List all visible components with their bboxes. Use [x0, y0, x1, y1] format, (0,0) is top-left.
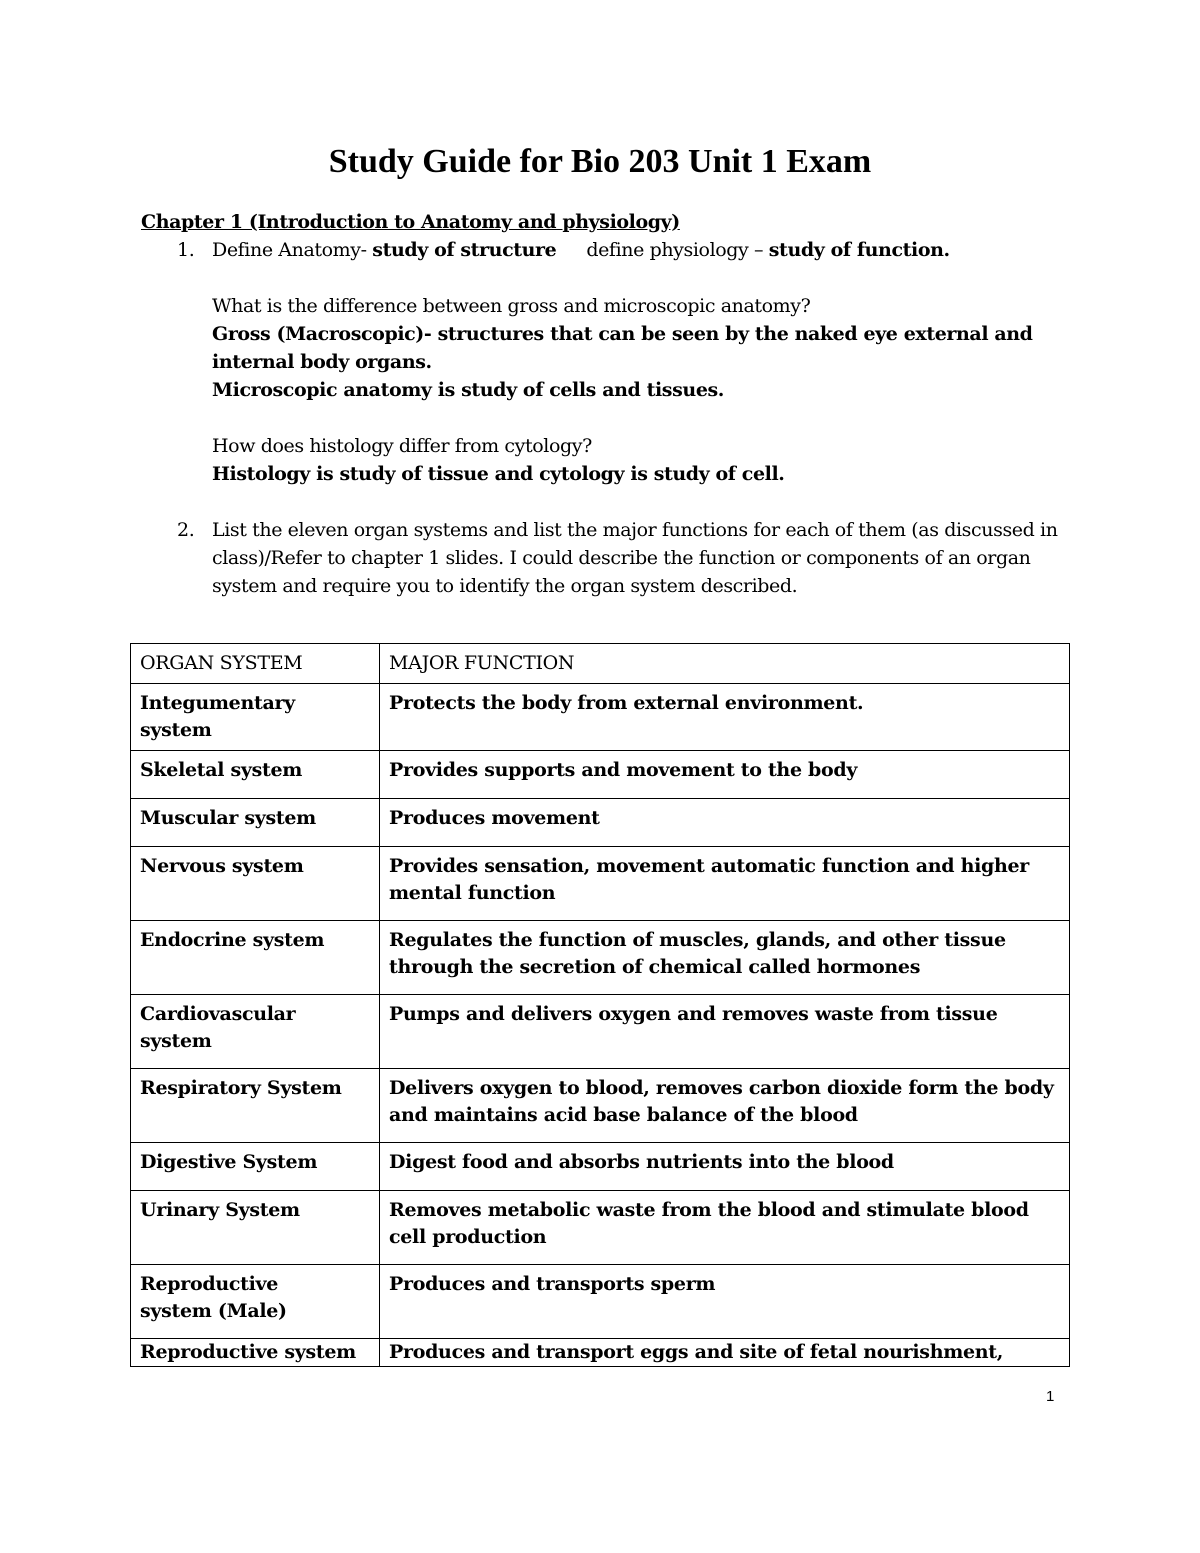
organ-system-cell: Muscular system — [131, 799, 380, 847]
table-row — [131, 751, 1070, 799]
major-function-cell: Provides sensation, movement automatic function and higher mental function — [380, 847, 1070, 921]
table-row — [131, 921, 1070, 995]
header-organ-system: ORGAN SYSTEM — [131, 644, 380, 684]
organ-system-cell: Respiratory System — [131, 1069, 380, 1143]
organ-system-cell: Cardiovascular system — [131, 995, 380, 1069]
page-number: 1 — [1046, 1388, 1055, 1405]
page-title: Study Guide for Bio 203 Unit 1 Exam — [328, 143, 872, 180]
table-row — [131, 847, 1070, 921]
histology-answer: Histology is study of tissue and cytology is study of cell. — [212, 463, 785, 485]
organ-system-cell: Reproductive system — [131, 1339, 380, 1367]
chapter-heading: Chapter 1 (Introduction to Anatomy and physiology) — [141, 211, 680, 233]
question-2-number: 2. — [177, 519, 195, 541]
header-major-function: MAJOR FUNCTION — [380, 644, 1070, 684]
gross-question: What is the difference between gross and microscopic anatomy? — [212, 295, 811, 317]
major-function-cell: Produces and transports sperm — [380, 1265, 1070, 1339]
table-row — [131, 1265, 1070, 1339]
organ-system-cell: Urinary System — [131, 1191, 380, 1265]
organ-system-cell: Integumentary system — [131, 684, 380, 751]
question-1-number: 1. — [177, 239, 195, 261]
major-function-cell: Digest food and absorbs nutrients into the blood — [380, 1143, 1070, 1191]
define-anatomy-label: Define Anatomy- — [212, 239, 373, 261]
question-2 — [141, 516, 1061, 600]
define-physiology-label: define physiology – — [586, 239, 769, 261]
question-1 — [141, 236, 1061, 488]
table-row — [131, 684, 1070, 751]
major-function-cell: Provides supports and movement to the body — [380, 751, 1070, 799]
table-row — [131, 1069, 1070, 1143]
histology-question: How does histology differ from cytology? — [212, 435, 592, 457]
organ-system-cell: Digestive System — [131, 1143, 380, 1191]
major-function-cell: Removes metabolic waste from the blood and stimulate blood cell production — [380, 1191, 1070, 1265]
define-physiology-answer: study of function. — [768, 239, 950, 261]
gross-answer: Gross (Macroscopic)- structures that can be seen by the naked eye external and internal body organs. — [212, 323, 1033, 373]
document-body — [141, 208, 1061, 600]
table-row — [131, 1339, 1070, 1367]
organ-system-cell: Skeletal system — [131, 751, 380, 799]
table-row — [131, 1143, 1070, 1191]
define-anatomy-answer: study of structure — [372, 239, 557, 261]
table-header-row — [131, 644, 1070, 684]
major-function-cell: Produces movement — [380, 799, 1070, 847]
question-1-definitions — [212, 236, 1061, 264]
table-row — [131, 995, 1070, 1069]
major-function-cell: Produces and transport eggs and site of fetal nourishment, — [380, 1339, 1070, 1367]
organ-system-table — [130, 643, 1070, 1367]
table-row — [131, 1191, 1070, 1265]
major-function-cell: Regulates the function of muscles, glands, and other tissue through the secretion of chemical called hormones — [380, 921, 1070, 995]
organ-system-cell: Nervous system — [131, 847, 380, 921]
major-function-cell: Protects the body from external environment. — [380, 684, 1070, 751]
major-function-cell: Delivers oxygen to blood, removes carbon dioxide form the body and maintains acid base balance of the blood — [380, 1069, 1070, 1143]
question-2-text: List the eleven organ systems and list the major functions for each of them (as discussed in class)/Refer to chapter 1 slides. I could describe the function or components of an organ system and require you to identify the organ system described. — [212, 519, 1058, 597]
microscopic-answer: Microscopic anatomy is study of cells and tissues. — [212, 379, 725, 401]
organ-system-cell: Endocrine system — [131, 921, 380, 995]
major-function-cell: Pumps and delivers oxygen and removes waste from tissue — [380, 995, 1070, 1069]
table-row — [131, 799, 1070, 847]
organ-system-table-container — [130, 643, 1070, 1367]
organ-system-cell: Reproductive system (Male) — [131, 1265, 380, 1339]
